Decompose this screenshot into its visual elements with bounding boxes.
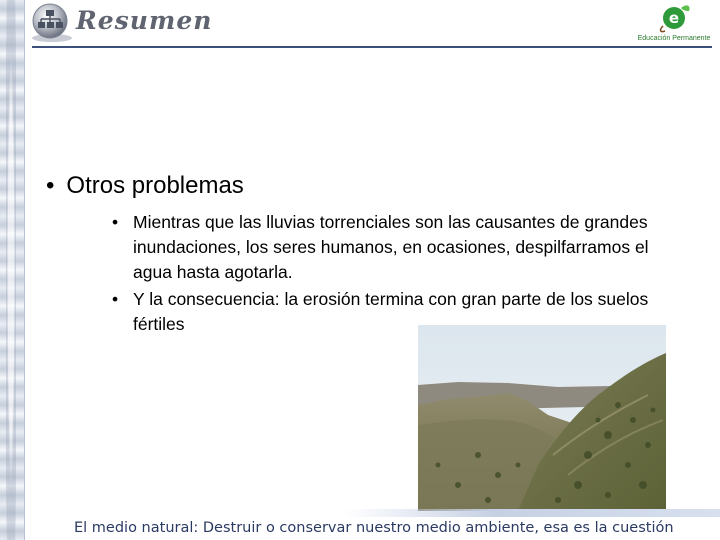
brand-badge (634, 2, 714, 44)
bullet-symbol: • (112, 212, 119, 232)
svg-text:e: e (668, 9, 680, 27)
main-bullet (46, 172, 244, 200)
footer-caption: El medio natural: Destruir o conservar nuestro medio ambiente, esa es la cuestión (74, 520, 674, 536)
footer-decoration (345, 509, 720, 517)
sub-bullet-list (112, 210, 672, 337)
sub-bullet-text: Mientras que las lluvias torrenciales son las causantes de grandes inundaciones, los seres humanos, en ocasiones, despilfarramos el agua hasta agotarla. (133, 212, 649, 282)
bullet-symbol: • (46, 172, 55, 199)
main-bullet-text: Otros problemas (66, 172, 244, 199)
header-divider (32, 46, 712, 48)
eroded-hills-photo (418, 325, 666, 511)
page-title: Resumen (76, 6, 213, 35)
brand-text: Educación Permanente (637, 35, 711, 42)
sub-bullet-text: Y la consecuencia: la erosión termina con gran parte de los suelos fértiles (133, 289, 649, 334)
org-chart-icon (28, 2, 74, 44)
e-leaf-logo-icon (634, 2, 714, 36)
decorative-side-border (0, 0, 25, 540)
bullet-symbol: • (112, 289, 119, 309)
sub-bullet-item (112, 210, 672, 285)
